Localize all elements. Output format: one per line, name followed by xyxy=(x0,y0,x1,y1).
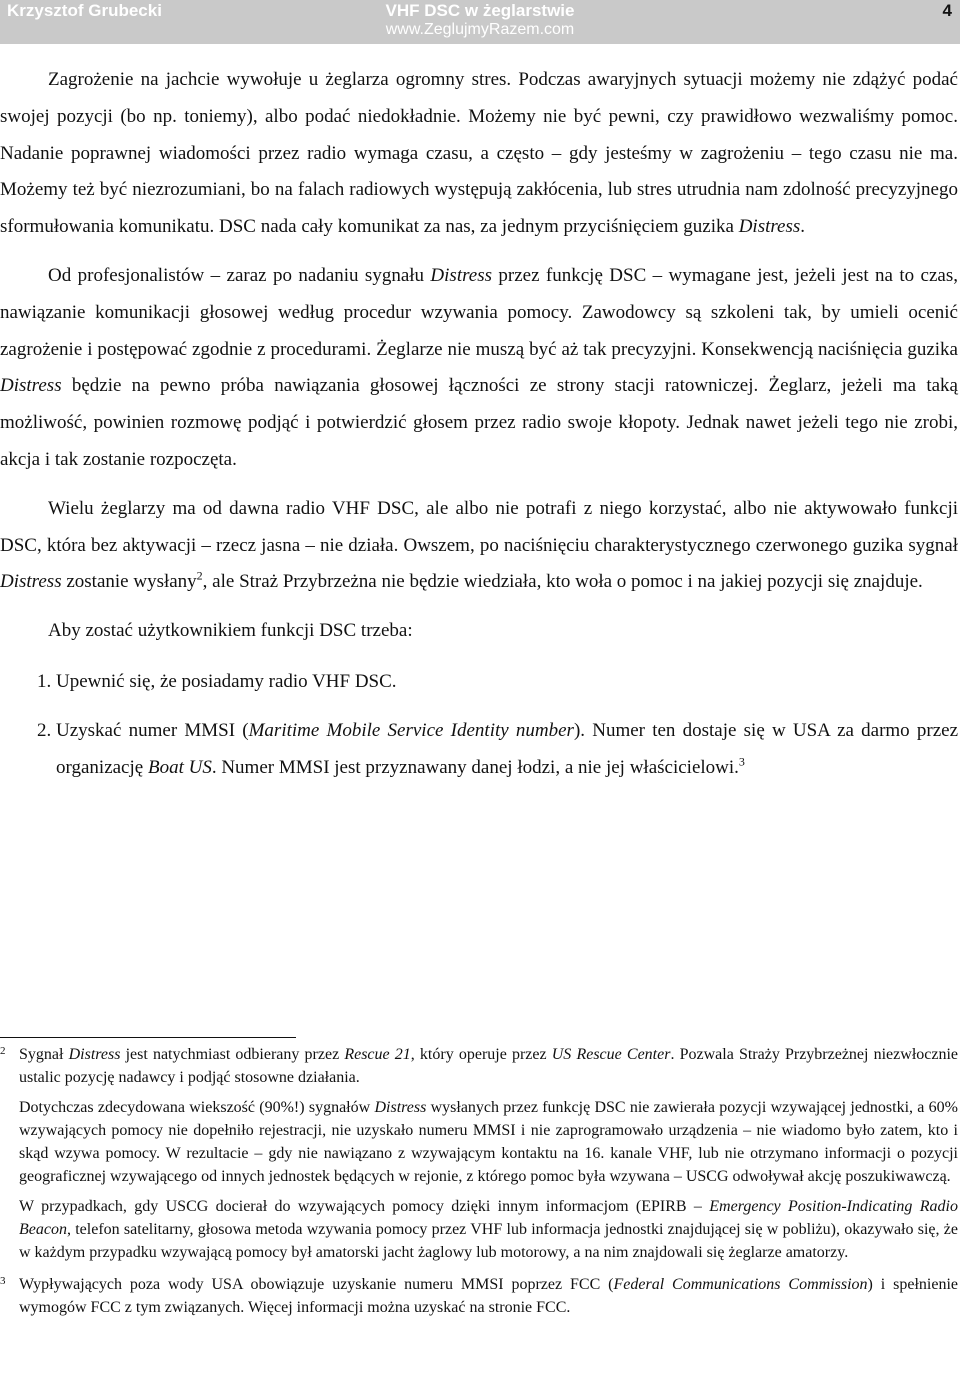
text-run: wysłanych przez funkcję DSC nie zawierała pozycji wzywającej jednostki, a 60% wzywających pomocy nie dopełniło rejestracji, nie uzyskało numeru MMSI i nie zaprogramowało urządzenia – nie wiadomo było zatem, kto i skąd wzywa pomocy. W rezultacie – gdy nie nawiązano z wzywającym kontaktu na 16. kanale VHF, lub nie otrzymano informacji o pozycji geograficznej wzywającego od innych jednostek będących w rejonie, z którego pomoc była wzywana – USCG odwoływał akcję poszukiwawczą. xyxy=(19,1098,959,1186)
header-author: Krzysztof Grubecki xyxy=(7,1,162,20)
list-item xyxy=(56,713,958,787)
paragraph-3 xyxy=(0,491,958,601)
footnote-number: 3 xyxy=(0,1274,6,1287)
requirements-list xyxy=(0,664,958,786)
text-run: Uzyskać numer MMSI ( xyxy=(56,719,249,741)
footnote-2 xyxy=(0,1043,958,1265)
footnote-paragraph xyxy=(19,1043,958,1090)
paragraph-4 xyxy=(0,613,958,650)
text-run: ) i spełnienie wymogów FCC z tym związanych. Więcej informacji można uzyskać na stronie FCC. xyxy=(19,1275,959,1316)
italic-text: Distress xyxy=(68,1046,121,1063)
text-run: Od profesjonalistów – zaraz po nadaniu sygnału xyxy=(48,264,431,286)
italic-text: Distress xyxy=(738,216,801,238)
text-run: zostanie wysłany xyxy=(61,571,197,593)
text-run: Wielu żeglarzy ma od dawna radio VHF DSC, ale albo nie potrafi z niego korzystać, albo nie aktywowało funkcji DSC, która bez aktywacji – rzecz jasna – nie działa. Owszem, po naciśnięciu charakterystycznego czerwonego guzika sygnał xyxy=(0,497,958,556)
footnote-ref: 2 xyxy=(196,569,203,584)
text-run: przez funkcję DSC – wymagane jest, jeżeli jest na to czas, nawiązanie komunikacji głosowej według procedur wzywania pomocy. Zawodowcy są szkoleni tak, by umieli ocenić zagrożenie i postępować zgodnie z procedurami. Żeglarze nie muszą być aż tak precyzyjni. Konsekwencją naciśnięcia guzika xyxy=(0,264,958,360)
main-text xyxy=(0,62,958,798)
text-run: Aby zostać użytkownikiem funkcji DSC trzeba: xyxy=(48,620,413,642)
text-run: Wypływających poza wody USA obowiązuje uzyskanie numeru MMSI poprzez FCC ( xyxy=(19,1275,614,1293)
footnote-ref: 3 xyxy=(738,754,745,769)
italic-text: Maritime Mobile Service Identity number xyxy=(248,719,574,741)
text-run: Zagrożenie na jachcie wywołuje u żeglarza ogromny stres. Podczas awaryjnych sytuacji możemy nie zdążyć podać swojej pozycji (bo np. toniemy), albo podać niedokładnie. Możemy nie być pewni, czy prawidłowo wezwaliśmy pomoc. Nadanie poprawnej wiadomości przez radio wymaga czasu, a często – gdy jesteśmy w zagrożeniu – tego czasu nie ma. Możemy też być niezrozumiani, bo na falach radiowych występują zakłócenia, lub stres utrudnia nam zdolność precyzyjnego sformułowania komunikatu. DSC nada cały komunikat za nas, za jednym przyciśnięciem guzika xyxy=(0,69,958,238)
italic-text: Boat US xyxy=(147,756,212,778)
footnotes xyxy=(0,1043,958,1327)
italic-text: Distress xyxy=(0,375,62,397)
text-run: jest natychmiast odbierany przez xyxy=(120,1046,345,1063)
footnote-3 xyxy=(0,1273,958,1320)
text-run: Dotychczas zdecydowana wiekszość (90%!) sygnałów xyxy=(19,1098,375,1116)
header-url: www.ZeglujmyRazem.com xyxy=(385,21,575,38)
list-item xyxy=(56,664,958,701)
italic-text: Emergency Position-Indicating Radio Beacon xyxy=(19,1197,959,1239)
italic-text: Distress xyxy=(374,1098,427,1116)
text-run: , który operuje przez xyxy=(410,1046,552,1063)
italic-text: Rescue 21 xyxy=(344,1046,411,1063)
header-title: VHF DSC w żeglarstwie xyxy=(385,1,575,20)
text-run: . Numer MMSI jest przyznawany danej łodzi, a nie jej właścicielowi. xyxy=(211,756,739,778)
text-run: . xyxy=(800,216,806,238)
text-run: , ale Straż Przybrzeżna nie będzie wiedziała, kto woła o pomoc i na jakiej pozycji się znajduje. xyxy=(202,571,923,593)
text-run: , telefon satelitarny, głosowa metoda wzywania pomocy przez VHF lub informacja jednostki znajdującej się w pobliżu), okazywało się, że w każdym przypadku wzywającą pomocy był amatorski jacht żaglowy lub motorowy, a na nim znajdowali się żeglarze amatorzy. xyxy=(19,1221,958,1262)
footnote-paragraph xyxy=(19,1273,958,1320)
footnote-number: 2 xyxy=(0,1045,6,1057)
text-run: będzie na pewno próba nawiązania głosowej łączności ze strony stacji ratowniczej. Żeglarz, jeżeli ma taką możliwość, powinien rozmowę podjąć i potwierdzić głosem przez radio swoje kłopoty. Jednak nawet jeżeli tego nie zrobi, akcja i tak zostanie rozpoczęta. xyxy=(0,375,958,470)
paragraph-2 xyxy=(0,258,958,479)
italic-text: Federal Communications Commission xyxy=(613,1275,868,1293)
footnote-paragraph xyxy=(19,1096,958,1189)
paragraph-1 xyxy=(0,62,958,246)
text-run: W przypadkach, gdy USCG docierał do wzywających pomocy dzięki innym informacjom (EPIRB – xyxy=(19,1197,710,1215)
italic-text: US Rescue Center xyxy=(551,1046,671,1063)
text-run: . Pozwala Straży Przybrzeżnej niezwłocznie ustalic pozycję nadawcy i podjąć stosowne działania. xyxy=(19,1046,959,1087)
footnote-paragraph xyxy=(19,1195,958,1265)
italic-text: Distress xyxy=(0,571,62,593)
page-header xyxy=(0,0,960,44)
text-run: Upewnić się, że posiadamy radio VHF DSC. xyxy=(56,670,397,692)
text-run: ). Numer ten dostaje się w USA za darmo przez organizację xyxy=(56,719,959,778)
italic-text: Distress xyxy=(430,264,493,286)
footnote-separator xyxy=(0,1037,296,1038)
text-run: Sygnał xyxy=(19,1046,69,1063)
page-number: 4 xyxy=(942,1,952,20)
